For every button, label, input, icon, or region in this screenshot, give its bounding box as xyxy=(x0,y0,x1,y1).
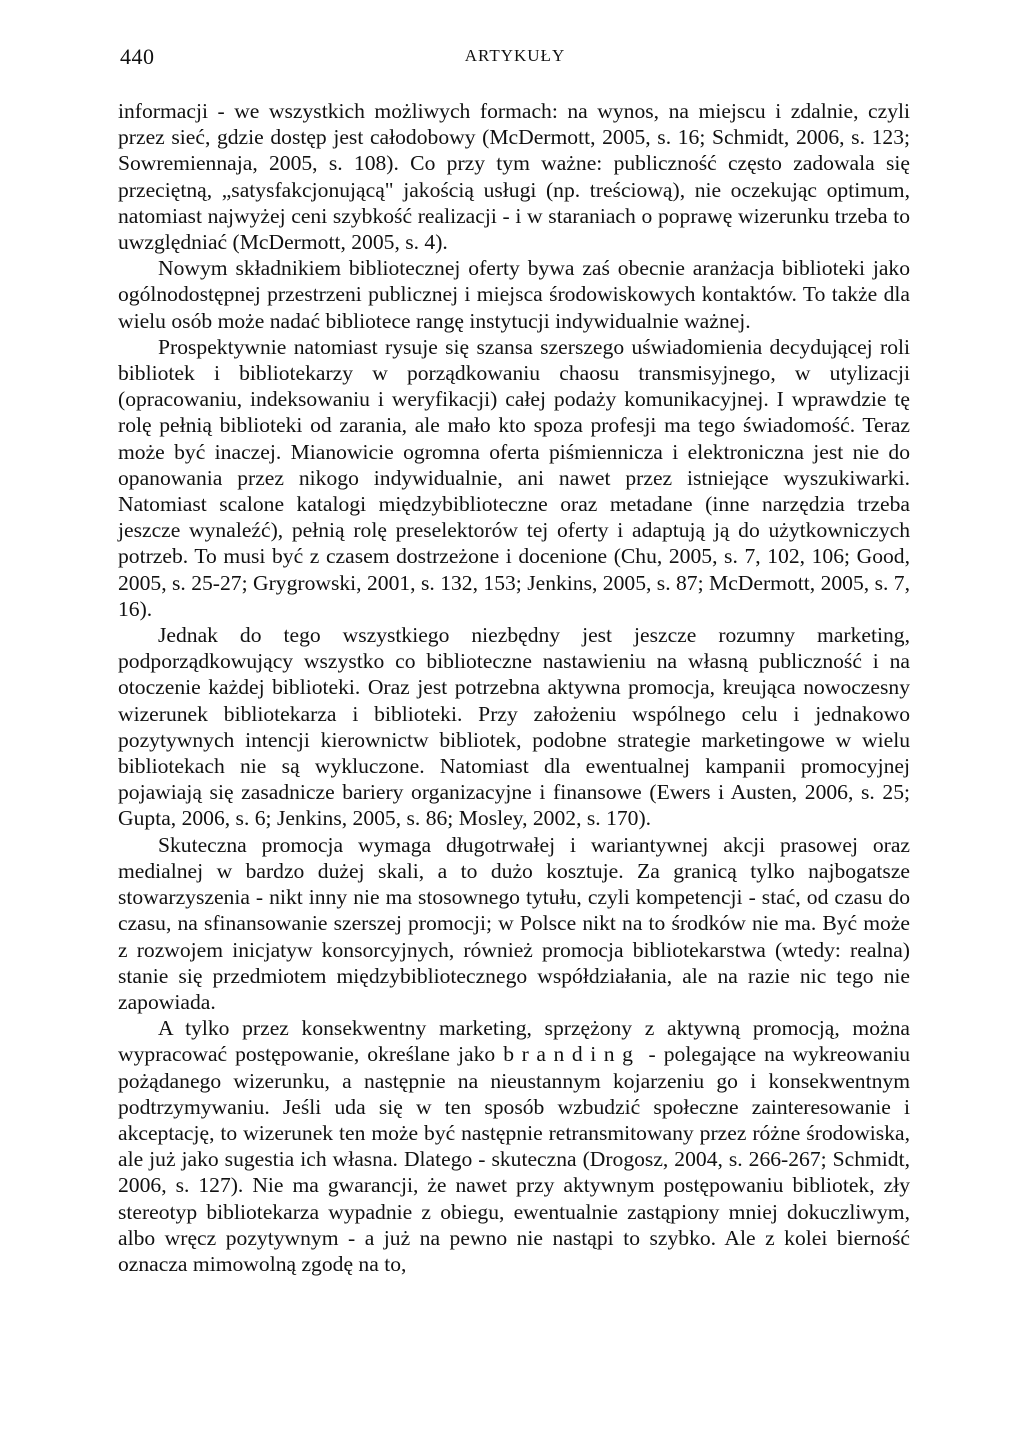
running-head xyxy=(120,44,910,74)
paragraph: Nowym składnikiem bibliotecznej oferty bywa zaś obecnie aranżacja biblioteki jako ogólnodostępnej przestrzeni publicznej i miejsca środowiskowych kontaktów. To także dla wielu osób może nadać bibliotece rangę instytucji indywidualnie ważnej. xyxy=(118,256,910,333)
body-text xyxy=(118,98,910,1277)
section-title: ARTYKUŁY xyxy=(464,46,566,65)
paragraph-continued: informacji - we wszystkich możliwych formach: na wynos, na miejscu i zdalnie, czyli przez sieć, gdzie dostęp jest całodobowy (McDermott, 2005, s. 16; Schmidt, 2006, s. 123; Sowremiennaja, 2005, s. 108). Co przy tym ważne: publiczność często zadowala się przeciętną, „satysfakcjonującą" jakością usługi (np. treściową), nie oczekując optimum, natomiast najwyżej ceni szybkość realizacji - i w staraniach o poprawę wizerunku trzeba to uwzględniać (McDermott, 2005, s. 4). xyxy=(118,99,910,255)
paragraph-text-before: A tylko przez konsekwentny marketing, sprzężony z aktywną promocją, można wypracować postępowanie, określane jako xyxy=(118,1016,910,1067)
paragraph: Skuteczna promocja wymaga długotrwałej i wariantywnej akcji prasowej oraz medialnej w bardzo dużej skali, a to dużo kosztuje. Za granicą tylko najbogatsze stowarzyszenia - nikt inny nie ma stosownego tytułu, czyli kompetencji - stać, od czasu do czasu, na sfinansowanie szerszej promocji; w Polsce nikt na to środków nie ma. Być może z rozwojem inicjatyw konsorcyjnych, również promocja bibliotekarstwa (wtedy: realna) stanie się przedmiotem międzybibliotecznego współdziałania, ale na razie nic tego nie zapowiada. xyxy=(118,832,910,1014)
paragraph-last xyxy=(118,1015,910,1277)
paragraph: Prospektywnie natomiast rysuje się szansa szerszego uświadomienia decydującej roli bibliotek i bibliotekarzy w porządkowaniu chaosu transmisyjnego, w utylizacji (opracowaniu, indeksowaniu i weryfikacji) całej podaży komunikacyjnej. I wprawdzie tę rolę pełnią biblioteki od zarania, ale mało kto spoza profesji ma tego świadomość. Teraz może być inaczej. Mianowicie ogromna oferta piśmiennicza i elektroniczna jest nie do opanowania przez nikogo indywidualnie, ani nawet przez istniejące wyszukiwarki. Natomiast scalone katalogi międzybiblioteczne oraz metadane (inne narzędzia trzeba jeszcze wynaleźć), pełnią rolę preselektorów tej oferty i adaptują ją do użytkowniczych potrzeb. To musi być z czasem dostrzeżone i docenione (Chu, 2005, s. 7, 102, 106; Good, 2005, s. 25-27; Grygrowski, 2001, s. 132, 153; Jenkins, 2005, s. 87; McDermott, 2005, s. 7, 16). xyxy=(118,334,910,621)
spaced-term: branding xyxy=(503,1042,641,1067)
paragraph: Jednak do tego wszystkiego niezbędny jest jeszcze rozumny marketing, podporządkowujący wszystko co biblioteczne nastawieniu na własną publiczność i na otoczenie każdej biblioteki. Oraz jest potrzebna aktywna promocja, kreująca nowoczesny wizerunek bibliotekarza i biblioteki. Przy założeniu wspólnego celu i jednakowo pozytywnych intencji kierownictw bibliotek, podobne strategie marketingowe w wielu bibliotekach nie są wykluczone. Natomiast dla ewentualnej kampanii promocyjnej pojawiają się zasadnicze bariery organizacyjne i finansowe (Ewers i Austen, 2006, s. 25; Gupta, 2006, s. 6; Jenkins, 2005, s. 86; Mosley, 2002, s. 170). xyxy=(118,623,910,831)
paragraph-text-after: - polegające na wykreowaniu pożądanego wizerunku, a następnie na nieustannym kojarzeniu go i konsekwentnym podtrzymywaniu. Jeśli uda się w ten sposób wzbudzić społeczne zainteresowanie i akceptację, to wizerunek ten może być następnie retransmitowany przez różne środowiska, ale już jako sugestia ich własna. Dlatego - skuteczna (Drogosz, 2004, s. 266-267; Schmidt, 2006, s. 127). Nie ma gwarancji, że nawet przy aktywnym postępowaniu bibliotek, zły stereotyp bibliotekarza wypadnie z obiegu, ewentualnie zastąpiony mniej dokuczliwym, albo wręcz pozytywnym - a już na pewno nie nastąpi to szybko. Ale z kolei bierność oznacza mimowolną zgodę na to, xyxy=(118,1042,910,1276)
page-number: 440 xyxy=(120,44,155,69)
